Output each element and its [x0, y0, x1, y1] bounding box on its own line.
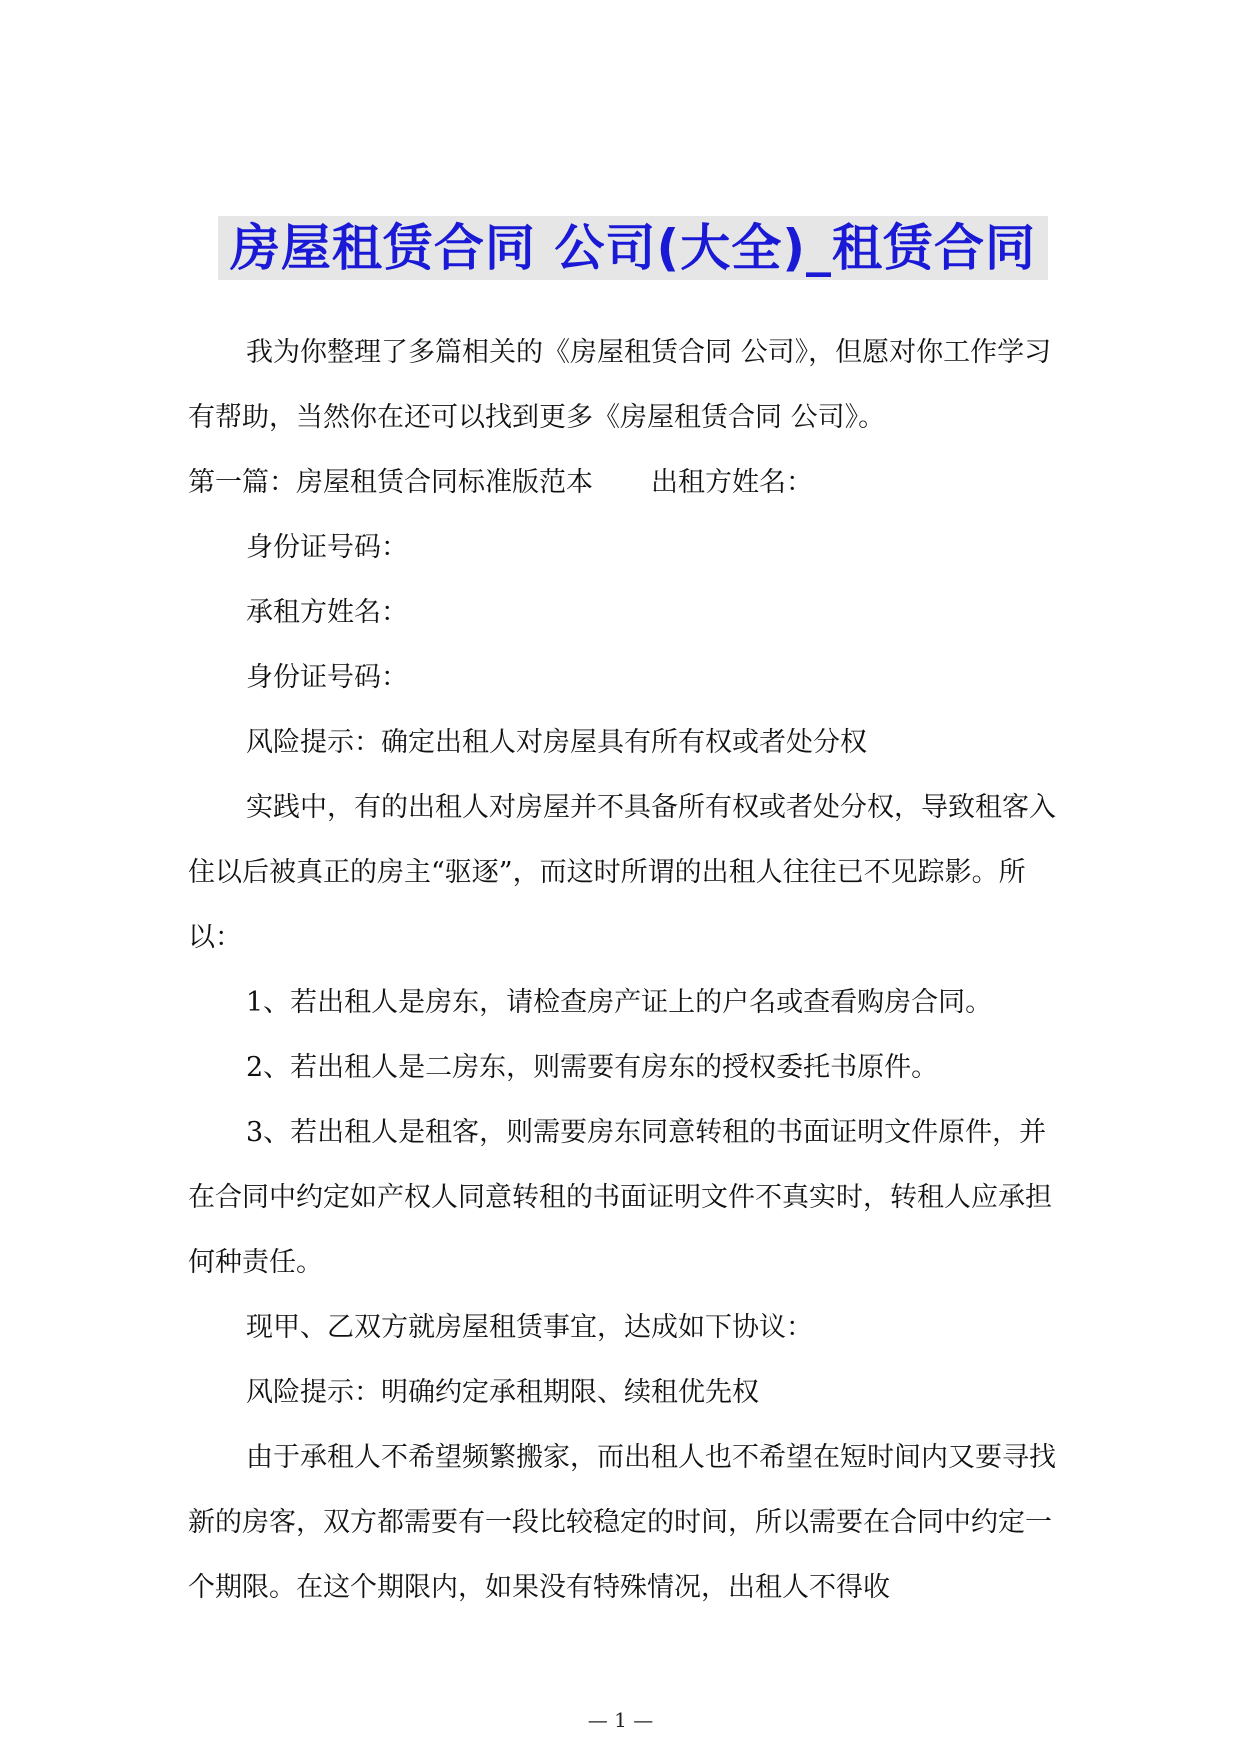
lessee-name-label: 承租方姓名：: [246, 597, 408, 628]
agreement-intro: 现甲、乙双方就房屋租赁事宜，达成如下协议：: [246, 1312, 813, 1343]
term-paragraph: 由于承租人不希望频繁搬家，而出租人也不希望在短时间内又要寻找新的房客，双方都需要有一段比较稳定的时间，所以需要在合同中约定一个期限。在这个期限内，如果没有特殊情况，出租人不得收: [188, 1442, 1056, 1603]
lessor-name-label: 出租方姓名：: [651, 467, 813, 498]
section-heading: 第一篇：房屋租赁合同标准版范本: [188, 467, 593, 498]
page-number: — 1 —: [587, 1708, 654, 1732]
list-item-sublandlord: 2、若出租人是二房东，则需要有房东的授权委托书原件。: [246, 1052, 939, 1083]
risk-tip-term: 风险提示：明确约定承租期限、续租优先权: [246, 1377, 759, 1408]
lessor-id-label: 身份证号码：: [246, 532, 408, 563]
risk-tip-ownership: 风险提示：确定出租人对房屋具有所有权或者处分权: [246, 727, 867, 758]
lessee-id-label: 身份证号码：: [246, 662, 408, 693]
document-body: [188, 320, 1068, 1620]
intro-paragraph: 我为你整理了多篇相关的《房屋租赁合同 公司》，但愿对你工作学习有帮助，当然你在还可以找到更多《房屋租赁合同 公司》。: [188, 337, 1052, 433]
list-item-landlord: 1、若出租人是房东，请检查房产证上的户名或查看购房合同。: [246, 987, 993, 1018]
document-title: 房屋租赁合同 公司(大全)_租赁合同: [229, 219, 1037, 277]
ownership-paragraph: 实践中，有的出租人对房屋并不具备所有权或者处分权，导致租客入住以后被真正的房主“驱逐”，而这时所谓的出租人往往已不见踪影。所以：: [188, 792, 1056, 953]
list-item-tenant: 3、若出租人是租客，则需要房东同意转租的书面证明文件原件，并在合同中约定如产权人同意转租的书面证明文件不真实时，转租人应承担何种责任。: [188, 1117, 1052, 1278]
title-highlight: [218, 216, 1048, 280]
section-heading-line: [188, 450, 1068, 515]
